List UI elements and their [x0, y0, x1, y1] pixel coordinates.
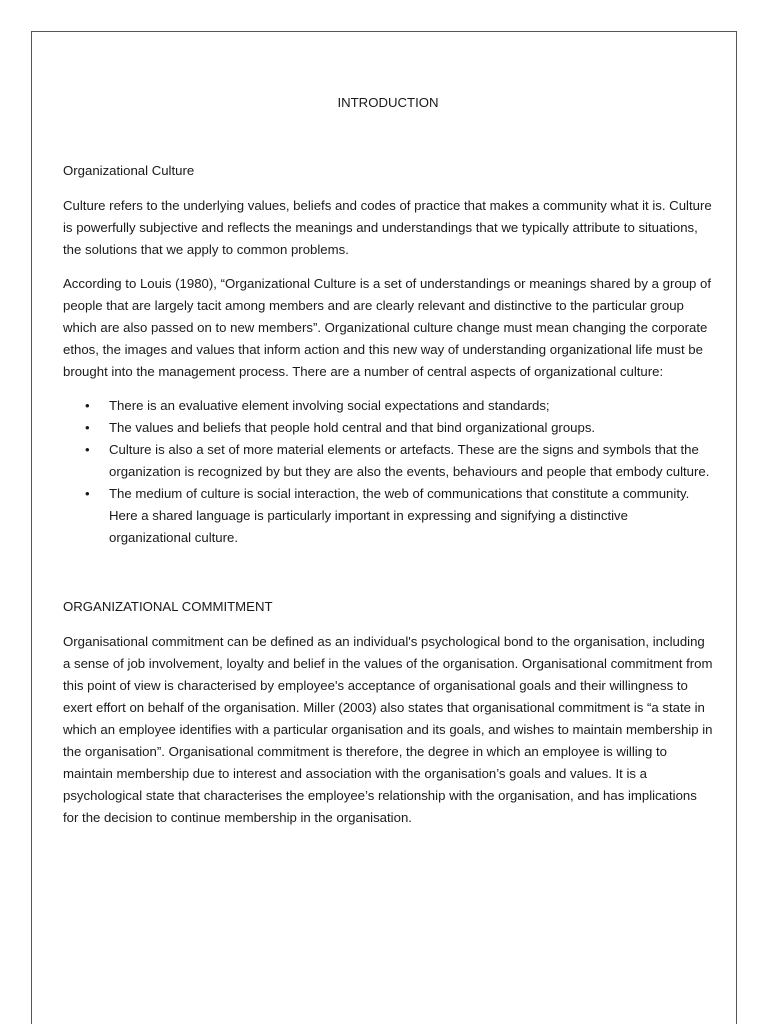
- bullet-icon: •: [85, 398, 90, 413]
- bullet-icon: •: [85, 486, 90, 501]
- document-page: [31, 31, 737, 1024]
- document-title: INTRODUCTION: [337, 95, 439, 110]
- list-item: [63, 483, 713, 549]
- list-item-text: Culture is also a set of more material elements or artefacts. These are the signs and symbols that the organization is recognized by but they are also the events, behaviours and people that embody culture.: [109, 442, 710, 479]
- list-item-text: The medium of culture is social interaction, the web of communications that constitute a community. Here a shared language is particularly important in expressing and signifying a distinctive organizational culture.: [109, 486, 690, 545]
- list-item: [63, 395, 713, 417]
- section-heading-organizational-culture: Organizational Culture: [63, 163, 195, 178]
- list-item-text: The values and beliefs that people hold central and that bind organizational groups.: [109, 420, 596, 435]
- list-item-text: There is an evaluative element involving social expectations and standards;: [109, 398, 550, 413]
- document-content: [63, 64, 713, 829]
- bullet-icon: •: [85, 442, 90, 457]
- paragraph-louis-quote: According to Louis (1980), “Organizational Culture is a set of understandings or meanings shared by a group of people that are largely tacit among members and are clearly relevant and distinctive to the particular group which are also passed on to new members”. Organizational culture change must mean changing the corporate ethos, the images and values that inform action and this new way of understanding organizational life must be brought into the management process. There are a number of central aspects of organizational culture:: [63, 276, 712, 379]
- paragraph-culture-definition: Culture refers to the underlying values, beliefs and codes of practice that makes a community what it is. Culture is powerfully subjective and reflects the meanings and understandings that we typically attribute to situations, the solutions that we apply to common problems.: [63, 198, 712, 257]
- list-item: [63, 439, 713, 483]
- bullet-icon: •: [85, 420, 90, 435]
- paragraph-commitment-definition: Organisational commitment can be defined as an individual's psychological bond to the organisation, including a sense of job involvement, loyalty and belief in the values of the organisation. Organisational commitment from this point of view is characterised by employee's acceptance of organisational goals and their willingness to exert effort on behalf of the organisation. Miller (2003) also states that organisational commitment is “a state in which an employee identifies with a particular organisation and its goals, and wishes to maintain membership in the organisation”. Organisational commitment is therefore, the degree in which an employee is willing to maintain membership due to interest and association with the organisation’s goals and values. It is a psychological state that characterises the employee’s relationship with the organisation, and has implications for the decision to continue membership in the organisation.: [63, 634, 713, 825]
- list-item: [63, 417, 713, 439]
- section-heading-organizational-commitment: ORGANIZATIONAL COMMITMENT: [63, 599, 273, 614]
- culture-aspects-list: [63, 395, 713, 549]
